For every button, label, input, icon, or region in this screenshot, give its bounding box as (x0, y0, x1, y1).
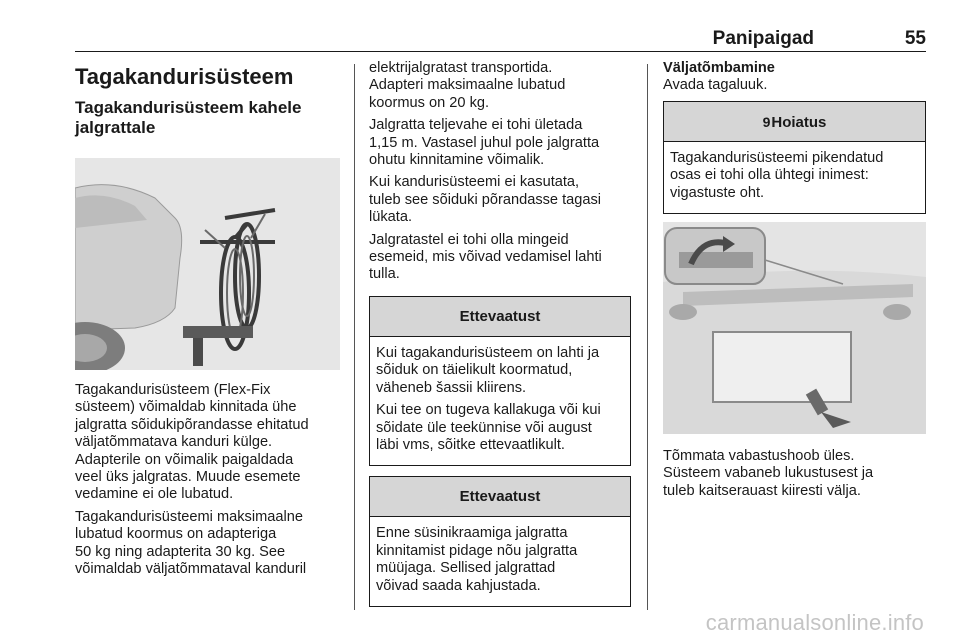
paragraph (369, 174, 631, 226)
text-line: Jalgratastel ei tohi olla mingeid (369, 231, 569, 248)
text-line: läbi vms, sõitke ettevaatlikult. (376, 436, 565, 453)
paragraph (670, 150, 919, 202)
subtitle-line: Tagakandurisüsteem kahele (75, 98, 302, 117)
paragraph (75, 382, 340, 504)
text-line: kinnitamist pidage nõu jalgratta (376, 542, 578, 559)
text-line: koormus on 20 kg. (369, 94, 490, 111)
text-line: vigastuste oht. (670, 184, 765, 201)
text-line: võimaldab väljatõmmataval kanduril (75, 561, 307, 578)
release-lever-drawing (663, 222, 926, 434)
text-line: Kui tee on tugeva kallakuga või kui (376, 402, 601, 419)
column-1 (75, 60, 340, 583)
text-line: Jalgratta teljevahe ei tohi ületada (369, 117, 583, 134)
text-line: tuleb kaitserauast kiiresti välja. (663, 482, 861, 499)
text-line: sõiduk on täielikult koormatud, (376, 362, 573, 379)
section-title: Panipaigad (712, 28, 814, 49)
text-line: elektrijalgratast transportida. (369, 60, 553, 76)
column-2 (369, 60, 631, 607)
text-line: Tagakandurisüsteemi pikendatud (670, 149, 884, 166)
paragraph (369, 117, 631, 169)
caution-box (369, 476, 631, 607)
paragraph (75, 509, 340, 579)
intro-text: Avada tagaluuk. (663, 77, 768, 94)
warning-header (664, 102, 925, 142)
main-title: Tagakandurisüsteem (75, 64, 294, 89)
text-line: tuleb see sõiduki põrandasse tagasi (369, 191, 602, 208)
text-line: väljatõmmatava kanduri külge. (75, 434, 273, 451)
text-line: veel üks jalgratas. Muude esemete (75, 469, 301, 486)
text-line: lükata. (369, 209, 412, 226)
warning-icon: 9 (762, 113, 771, 130)
text-line: sõidate üle teekünnise või august (376, 419, 592, 436)
paragraph (369, 232, 631, 284)
warning-body (664, 142, 925, 213)
page-header (75, 26, 926, 50)
subtitle-line: jalgrattale (75, 118, 156, 137)
text-line: Enne süsinikraamiga jalgratta (376, 525, 568, 542)
caution-box (369, 296, 631, 466)
warning-box (663, 101, 926, 214)
text-line: Tagakandurisüsteemi maksimaalne (75, 508, 303, 525)
text-line: müüjaga. Sellised jalgrattad (376, 560, 556, 577)
caution-title: Ettevaatust (370, 297, 630, 337)
text-line: 50 kg ning adapterita 30 kg. See (75, 543, 286, 560)
release-lever-illustration (663, 222, 926, 434)
column-divider-1 (354, 64, 355, 610)
text-line: Kui kandurisüsteemi ei kasutata, (369, 174, 580, 191)
bike-carrier-drawing (75, 158, 340, 370)
warning-title: Hoiatus (771, 113, 827, 131)
text-line: 1,15 m. Vastasel juhul pole jalgratta (369, 134, 600, 151)
caution-title: Ettevaatust (370, 477, 630, 517)
paragraph (376, 402, 624, 454)
text-line: lubatud koormus on adapteriga (75, 526, 277, 543)
text-line: Adapteri maksimaalne lubatud (369, 77, 566, 94)
paragraph (369, 60, 631, 112)
text-line: jalgratta sõidukipõrandasse ehitatud (75, 416, 309, 433)
text-line: vedamine ei ole lubatud. (75, 486, 234, 503)
text-line: Kui tagakandurisüsteem on lahti ja (376, 344, 600, 361)
text-line: võivad saada kahjustada. (376, 577, 541, 594)
watermark: carmanualsonline.info (705, 610, 924, 635)
text-line: ohutu kinnitamine võimalik. (369, 152, 545, 169)
caution-body (370, 517, 630, 606)
text-line: Tõmmata vabastushoob üles. (663, 448, 855, 465)
text-line: esemeid, mis võivad vedamisel lahti (369, 249, 602, 266)
text-line: süsteem) võimaldab kinnitada ühe (75, 399, 297, 416)
column-3 (663, 60, 926, 505)
text-line: tulla. (369, 266, 400, 283)
caution-body (370, 337, 630, 465)
paragraph (376, 525, 624, 595)
subtitle (75, 98, 340, 138)
text-line: väheneb šassii kliirens. (376, 379, 527, 396)
text-line: Adapterile on võimalik paigaldada (75, 451, 294, 468)
paragraph (663, 448, 926, 500)
bike-carrier-illustration (75, 158, 340, 370)
page-number: 55 (904, 28, 926, 49)
section-heading: Väljatõmbamine (663, 60, 775, 76)
paragraph (376, 345, 624, 397)
header-rule (75, 51, 926, 52)
column-divider-2 (647, 64, 648, 610)
text-line: Tagakandurisüsteem (Flex-Fix (75, 382, 271, 398)
text-line: osas ei tohi olla ühtegi inimest: (670, 167, 869, 184)
text-line: Süsteem vabaneb lukustusest ja (663, 465, 874, 482)
